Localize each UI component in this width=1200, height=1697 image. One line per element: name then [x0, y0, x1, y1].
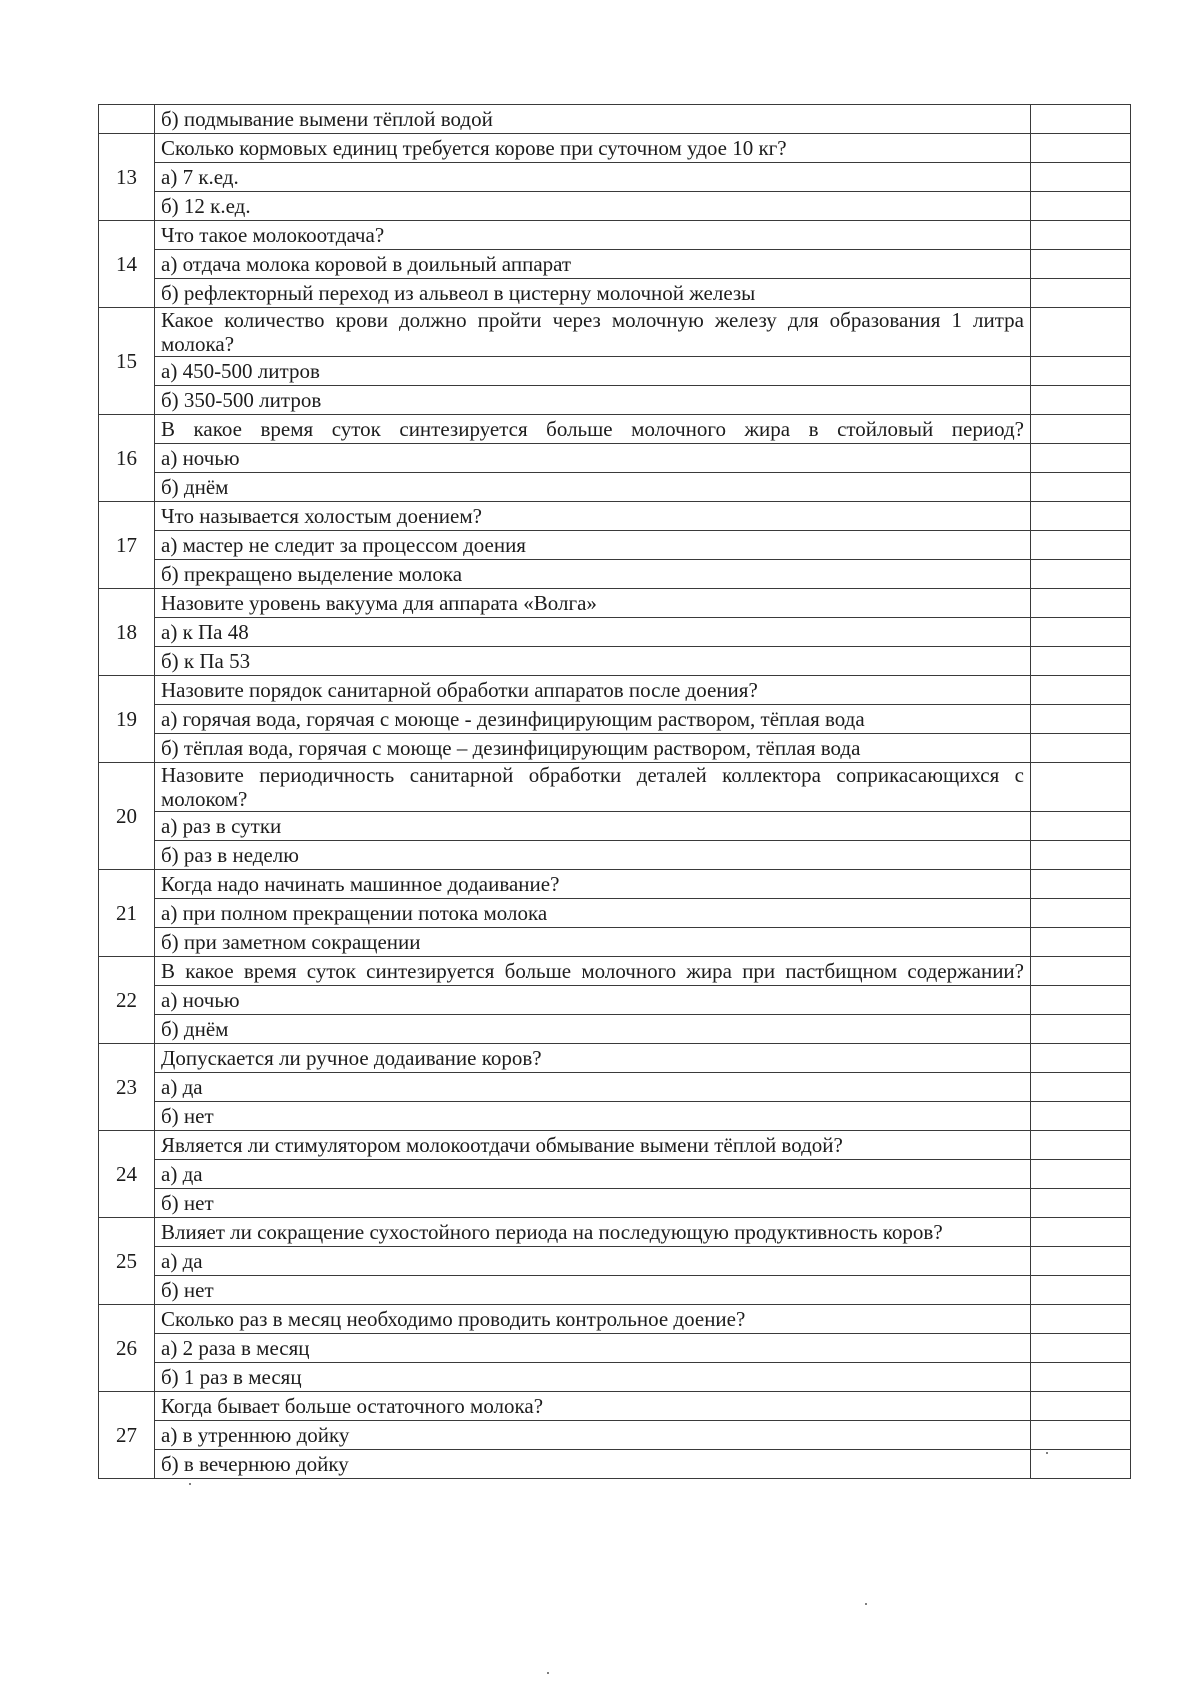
answer-option: а) 7 к.ед. — [155, 163, 1031, 192]
answer-option: а) отдача молока коровой в доильный аппарат — [155, 250, 1031, 279]
question-text: В какое время суток синтезируется больше молочного жира при пастбищном содержании? — [155, 957, 1031, 986]
question-number: 19 — [99, 676, 155, 763]
score-cell — [1031, 957, 1131, 986]
question-number: 15 — [99, 308, 155, 415]
answer-option: б) днём — [155, 473, 1031, 502]
question-text: Допускается ли ручное додаивание коров? — [155, 1044, 1031, 1073]
answer-row — [99, 986, 1131, 1015]
question-row — [99, 1218, 1131, 1247]
answer-option: а) мастер не следит за процессом доения — [155, 531, 1031, 560]
score-cell — [1031, 502, 1131, 531]
quiz-table — [98, 104, 1131, 1479]
answer-row — [99, 386, 1131, 415]
quiz-table-body — [99, 105, 1131, 1479]
answer-row — [99, 1073, 1131, 1102]
score-cell — [1031, 841, 1131, 870]
score-cell — [1031, 1073, 1131, 1102]
score-cell — [1031, 1334, 1131, 1363]
answer-row — [99, 1421, 1131, 1450]
question-row — [99, 870, 1131, 899]
answer-row — [99, 163, 1131, 192]
answer-row — [99, 531, 1131, 560]
answer-row — [99, 444, 1131, 473]
score-cell — [1031, 1363, 1131, 1392]
score-cell — [1031, 1015, 1131, 1044]
score-cell — [1031, 647, 1131, 676]
score-cell — [1031, 986, 1131, 1015]
scan-speck — [547, 1672, 549, 1674]
answer-row — [99, 1247, 1131, 1276]
answer-option: б) днём — [155, 1015, 1031, 1044]
answer-option: а) при полном прекращении потока молока — [155, 899, 1031, 928]
answer-option: а) ночью — [155, 444, 1031, 473]
question-number: 22 — [99, 957, 155, 1044]
answer-option: б) тёплая вода, горячая с моюще – дезинфицирующим раствором, тёплая вода — [155, 734, 1031, 763]
answer-option: а) к Па 48 — [155, 618, 1031, 647]
question-number: 21 — [99, 870, 155, 957]
question-row — [99, 589, 1131, 618]
answer-option: б) 350-500 литров — [155, 386, 1031, 415]
answer-option: б) к Па 53 — [155, 647, 1031, 676]
answer-option: б) раз в неделю — [155, 841, 1031, 870]
score-cell — [1031, 105, 1131, 134]
question-text: Сколько кормовых единиц требуется корове при суточном удое 10 кг? — [155, 134, 1031, 163]
answer-option: а) да — [155, 1247, 1031, 1276]
answer-option: а) в утреннюю дойку — [155, 1421, 1031, 1450]
score-cell — [1031, 899, 1131, 928]
answer-row — [99, 473, 1131, 502]
score-cell — [1031, 734, 1131, 763]
question-row — [99, 957, 1131, 986]
question-text: Какое количество крови должно пройти через молочную железу для образования 1 литра молока? — [155, 308, 1031, 357]
question-row — [99, 1392, 1131, 1421]
score-cell — [1031, 1044, 1131, 1073]
question-number: 16 — [99, 415, 155, 502]
answer-row — [99, 812, 1131, 841]
question-number: 24 — [99, 1131, 155, 1218]
question-row — [99, 221, 1131, 250]
scan-speck — [189, 1483, 191, 1485]
score-cell — [1031, 357, 1131, 386]
answer-option: б) нет — [155, 1102, 1031, 1131]
question-text: Назовите порядок санитарной обработки аппаратов после доения? — [155, 676, 1031, 705]
score-cell — [1031, 870, 1131, 899]
answer-row — [99, 928, 1131, 957]
question-row — [99, 415, 1131, 444]
score-cell — [1031, 560, 1131, 589]
score-cell — [1031, 163, 1131, 192]
answer-row — [99, 618, 1131, 647]
answer-row — [99, 357, 1131, 386]
score-cell — [1031, 308, 1131, 357]
question-text: Назовите уровень вакуума для аппарата «Волга» — [155, 589, 1031, 618]
question-row — [99, 1044, 1131, 1073]
quiz-sheet — [98, 104, 1130, 1479]
score-cell — [1031, 1131, 1131, 1160]
answer-row — [99, 192, 1131, 221]
question-number: 20 — [99, 763, 155, 870]
question-number: 25 — [99, 1218, 155, 1305]
score-cell — [1031, 618, 1131, 647]
answer-option: а) раз в сутки — [155, 812, 1031, 841]
answer-option: б) нет — [155, 1189, 1031, 1218]
answer-row — [99, 1102, 1131, 1131]
answer-option: б) прекращено выделение молока — [155, 560, 1031, 589]
score-cell — [1031, 279, 1131, 308]
question-number: 14 — [99, 221, 155, 308]
question-number: 18 — [99, 589, 155, 676]
answer-row — [99, 1450, 1131, 1479]
score-cell — [1031, 812, 1131, 841]
question-text: Назовите периодичность санитарной обработки деталей коллектора соприкасающихся с молоком? — [155, 763, 1031, 812]
question-row — [99, 676, 1131, 705]
answer-row — [99, 250, 1131, 279]
answer-row — [99, 1276, 1131, 1305]
answer-option: б) при заметном сокращении — [155, 928, 1031, 957]
question-number: 23 — [99, 1044, 155, 1131]
answer-option: а) горячая вода, горячая с моюще - дезинфицирующим раствором, тёплая вода — [155, 705, 1031, 734]
score-cell — [1031, 444, 1131, 473]
score-cell — [1031, 1305, 1131, 1334]
score-cell — [1031, 250, 1131, 279]
score-cell — [1031, 676, 1131, 705]
answer-row — [99, 1363, 1131, 1392]
answer-row — [99, 841, 1131, 870]
answer-row — [99, 705, 1131, 734]
question-number: 13 — [99, 134, 155, 221]
scan-speck — [865, 1603, 867, 1605]
answer-option: а) 450-500 литров — [155, 357, 1031, 386]
score-cell — [1031, 1189, 1131, 1218]
score-cell — [1031, 928, 1131, 957]
score-cell — [1031, 192, 1131, 221]
question-number-cell — [99, 105, 155, 134]
question-text: Когда бывает больше остаточного молока? — [155, 1392, 1031, 1421]
answer-row — [99, 1189, 1131, 1218]
score-cell — [1031, 705, 1131, 734]
question-text: В какое время суток синтезируется больше молочного жира в стойловый период? — [155, 415, 1031, 444]
answer-row — [99, 560, 1131, 589]
score-cell — [1031, 1392, 1131, 1421]
question-row — [99, 1305, 1131, 1334]
question-row — [99, 1131, 1131, 1160]
question-row — [99, 308, 1131, 357]
score-cell — [1031, 589, 1131, 618]
question-row — [99, 134, 1131, 163]
question-number: 27 — [99, 1392, 155, 1479]
score-cell — [1031, 1247, 1131, 1276]
score-cell — [1031, 1102, 1131, 1131]
answer-option: а) да — [155, 1160, 1031, 1189]
score-cell — [1031, 386, 1131, 415]
scan-speck — [1046, 1452, 1048, 1454]
answer-option: а) да — [155, 1073, 1031, 1102]
answer-option: б) рефлекторный переход из альвеол в цистерну молочной железы — [155, 279, 1031, 308]
score-cell — [1031, 473, 1131, 502]
score-cell — [1031, 1160, 1131, 1189]
answer-option: б) 12 к.ед. — [155, 192, 1031, 221]
score-cell — [1031, 415, 1131, 444]
answer-option: а) 2 раза в месяц — [155, 1334, 1031, 1363]
answer-row — [99, 1334, 1131, 1363]
answer-row — [99, 1015, 1131, 1044]
question-number: 26 — [99, 1305, 155, 1392]
answer-option: б) в вечернюю дойку — [155, 1450, 1031, 1479]
score-cell — [1031, 763, 1131, 812]
question-text: Влияет ли сокращение сухостойного периода на последующую продуктивность коров? — [155, 1218, 1031, 1247]
question-text: Является ли стимулятором молокоотдачи обмывание вымени тёплой водой? — [155, 1131, 1031, 1160]
answer-row — [99, 734, 1131, 763]
answer-row — [99, 899, 1131, 928]
answer-option: б) нет — [155, 1276, 1031, 1305]
score-cell — [1031, 1276, 1131, 1305]
carry-over-row — [99, 105, 1131, 134]
question-row — [99, 763, 1131, 812]
question-text: Что называется холостым доением? — [155, 502, 1031, 531]
question-text: Когда надо начинать машинное додаивание? — [155, 870, 1031, 899]
score-cell — [1031, 531, 1131, 560]
question-text: Сколько раз в месяц необходимо проводить контрольное доение? — [155, 1305, 1031, 1334]
answer-row — [99, 279, 1131, 308]
score-cell — [1031, 134, 1131, 163]
question-text: Что такое молокоотдача? — [155, 221, 1031, 250]
answer-option: а) ночью — [155, 986, 1031, 1015]
answer-option: б) 1 раз в месяц — [155, 1363, 1031, 1392]
answer-option: б) подмывание вымени тёплой водой — [155, 105, 1031, 134]
question-row — [99, 502, 1131, 531]
score-cell — [1031, 1218, 1131, 1247]
score-cell — [1031, 221, 1131, 250]
answer-row — [99, 1160, 1131, 1189]
answer-row — [99, 647, 1131, 676]
question-number: 17 — [99, 502, 155, 589]
score-cell — [1031, 1421, 1131, 1450]
